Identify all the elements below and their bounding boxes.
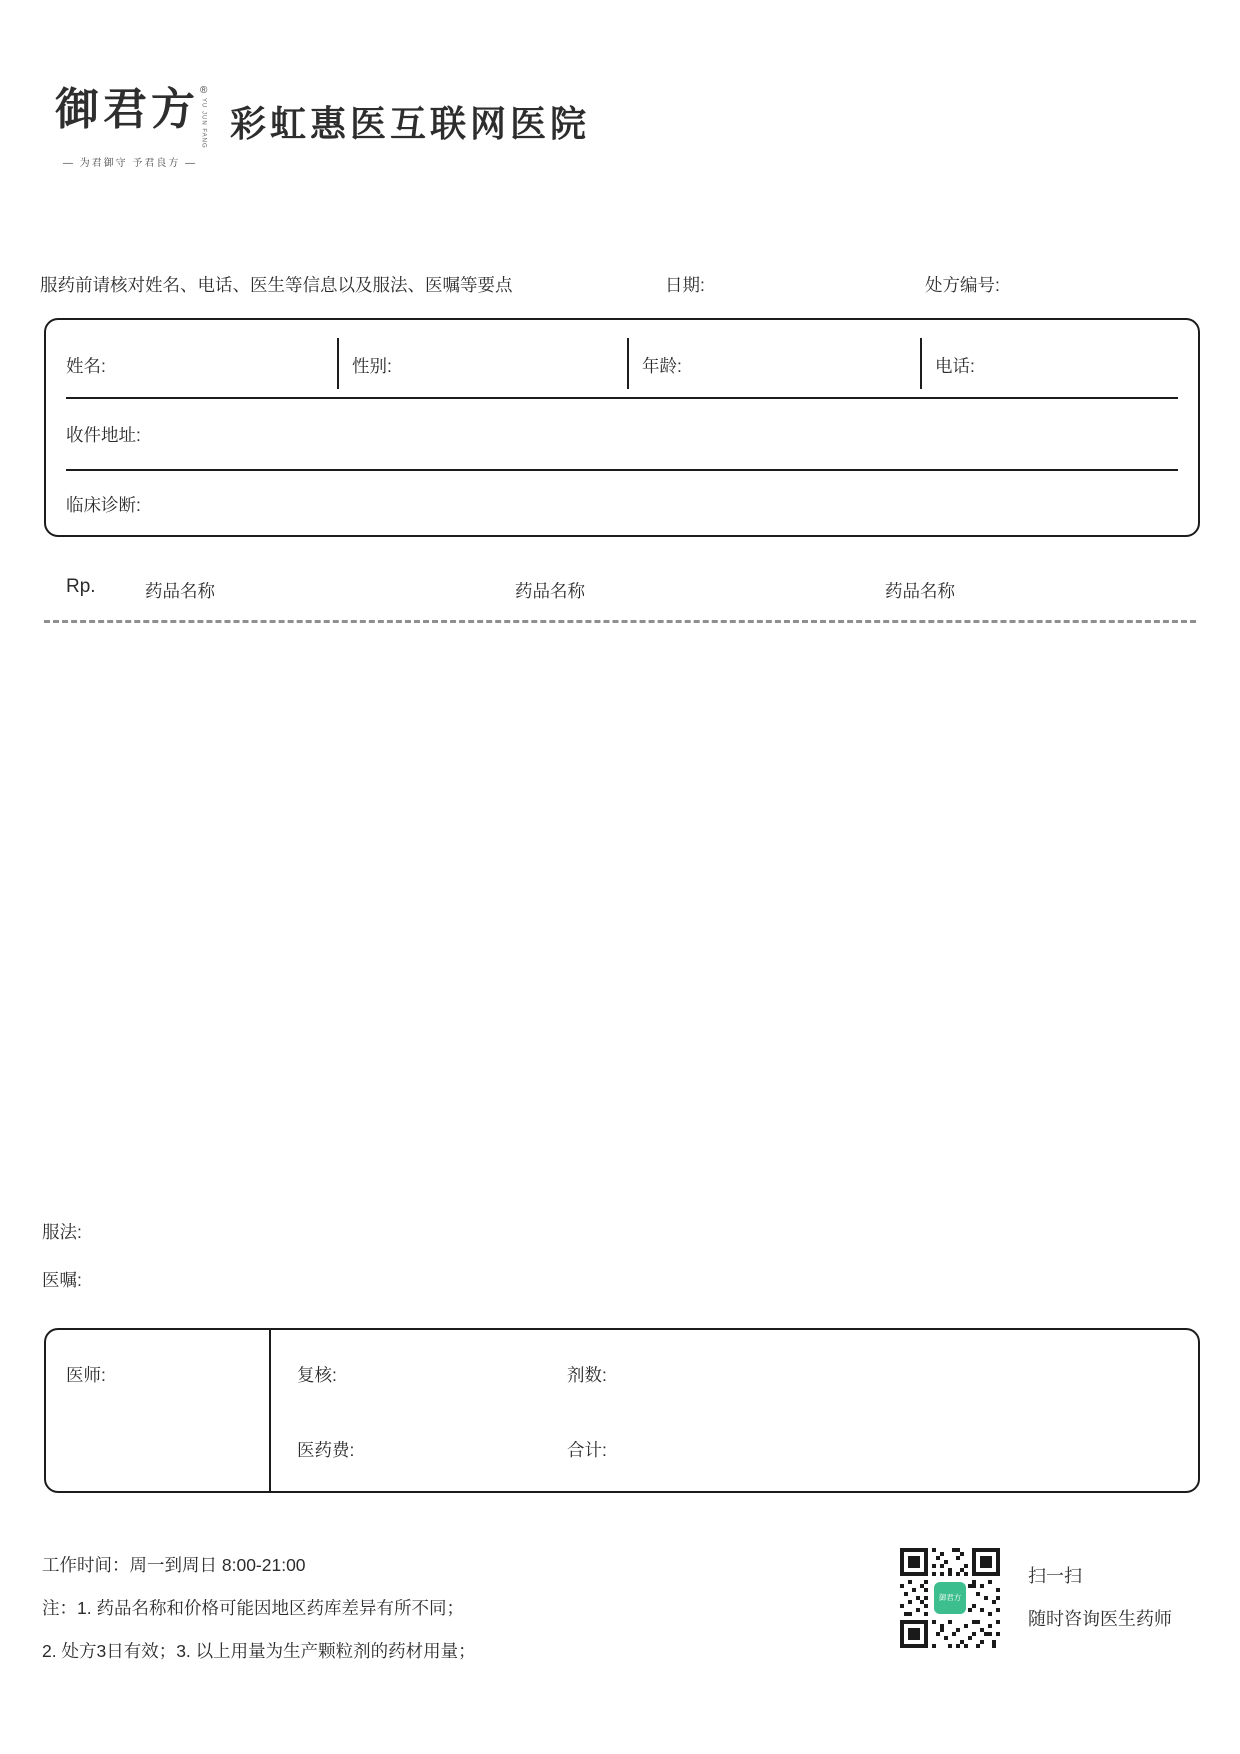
working-hours: 工作时间：周一到周日 8:00-21:00 [42, 1555, 306, 1575]
brand-logo [55, 85, 208, 169]
gender-field-label: 性别: [352, 356, 392, 376]
rx-number-field-label: 处方编号: [925, 275, 1000, 295]
logo-marks [200, 86, 207, 149]
fee-field-label: 医药费: [297, 1440, 355, 1460]
qr-center-text: 御君方 [938, 1593, 962, 1602]
scan-subtitle: 随时咨询医生药师 [1028, 1609, 1172, 1629]
hospital-name: 彩虹惠医互联网医院 [230, 103, 591, 144]
registered-trademark-icon: ® [200, 85, 208, 96]
drug-name-column-header: 药品名称 [885, 581, 955, 601]
scan-title: 扫一扫 [1028, 1566, 1082, 1586]
logo-vertical-text: YU JUN FANG [200, 98, 207, 149]
date-field-label: 日期: [665, 275, 705, 295]
signoff-divider [269, 1330, 271, 1491]
diagnosis-field-label: 临床诊断: [66, 494, 141, 515]
reviewer-field-label: 复核: [297, 1365, 337, 1385]
logo-row [55, 85, 208, 149]
address-field-label: 收件地址: [66, 424, 141, 445]
dashed-separator [44, 620, 1196, 623]
note-line-1: 注：1. 药品名称和价格可能因地区药库差异有所不同； [42, 1598, 464, 1618]
name-field-label: 姓名: [66, 356, 106, 376]
patient-info-box [44, 318, 1200, 537]
phone-field-label: 电话: [935, 356, 975, 376]
patient-row-basic [46, 320, 1198, 397]
rp-label: Rp. [66, 576, 96, 597]
qr-code [900, 1548, 1000, 1648]
signoff-box [44, 1328, 1200, 1493]
note-line-2: 2. 处方3日有效；3. 以上用量为生产颗粒剂的药材用量； [42, 1641, 476, 1661]
usage-field-label: 服法: [42, 1222, 82, 1242]
doctor-field-label: 医师: [66, 1365, 106, 1385]
pre-check-notice: 服药前请核对姓名、电话、医生等信息以及服法、医嘱等要点 [40, 275, 513, 295]
age-field-label: 年龄: [642, 356, 682, 376]
advice-field-label: 医嘱: [42, 1270, 82, 1290]
logo-text: 御君方 [55, 85, 199, 134]
qr-code-graphic [900, 1548, 1000, 1648]
drug-name-column-header: 药品名称 [515, 581, 585, 601]
drug-name-column-header: 药品名称 [145, 581, 215, 601]
total-field-label: 合计: [567, 1440, 607, 1460]
prescription-content-area [44, 628, 1196, 1198]
brand-slogan: — 为君御守 予君良方 — [62, 157, 198, 169]
doses-field-label: 剂数: [567, 1365, 607, 1385]
